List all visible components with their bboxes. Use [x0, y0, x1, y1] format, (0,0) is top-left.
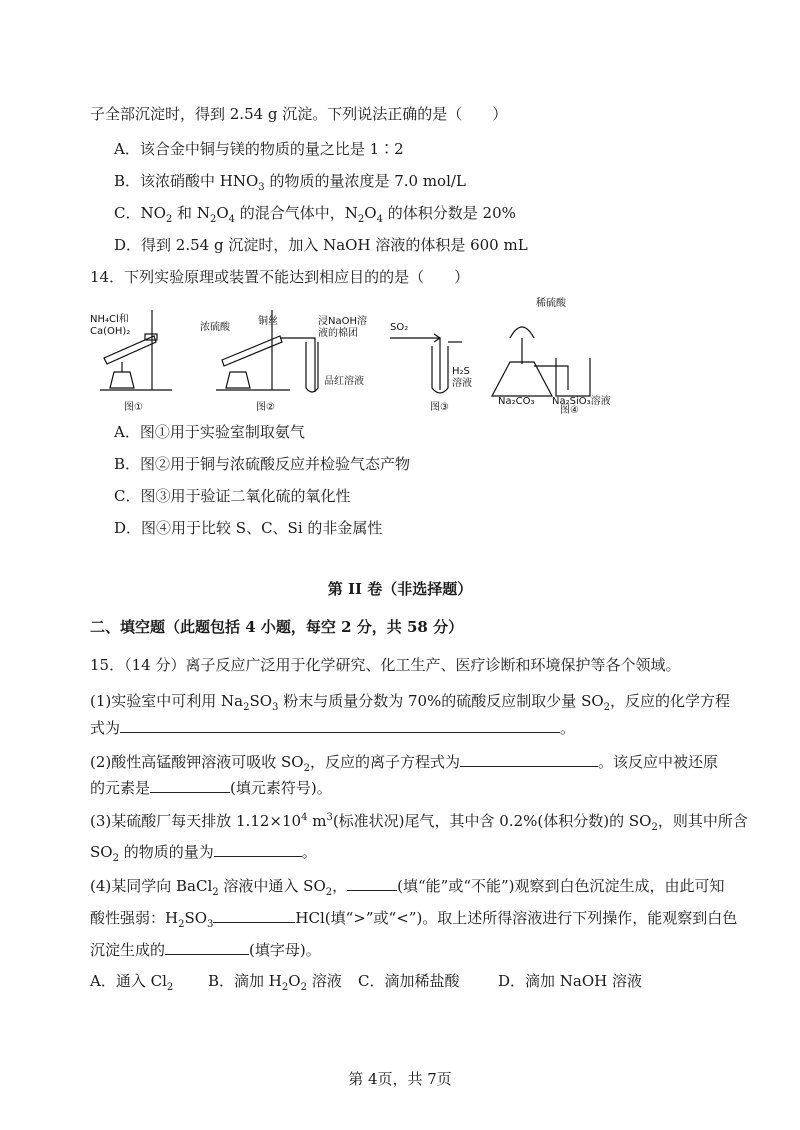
fig4-caption: 图④	[560, 405, 579, 414]
fig3-caption: 图③	[430, 402, 449, 413]
fig2-lamp	[226, 372, 250, 388]
q13-option-b: B．该浓硝酸中 $HNO_3$ 的物质的量浓度是 7.0 mol/L	[114, 172, 466, 193]
q15-part3-line1: (3)某硫酸厂每天排放 $1.12\times 10^4$ $m^3$(标准状况)尾气，其中含 0.2%(体积分数)的 $SO_2$，则其中所含	[90, 812, 748, 833]
answer-blank-can-cannot[interactable]	[347, 874, 397, 891]
q15-intro: 15．（14 分）离子反应广泛用于化学研究、化工生产、医疗诊断和环境保护等各个领域。	[90, 656, 681, 674]
fig4-beaker	[556, 358, 590, 396]
fig2-solution-label: 品红溶液	[324, 376, 364, 387]
q13-option-a: A．该合金中铜与镁的物质的量之比是 1∶2	[114, 140, 404, 158]
choice-b: B．滴加 $H_2O_2$ 溶液	[208, 972, 342, 993]
fig2-delivery-tube	[280, 338, 315, 392]
fig2-cotton-line2: 液的棉团	[318, 328, 358, 339]
page-footer: 第 4页，共 7页	[348, 1070, 452, 1088]
part2-heading: 二、填空题（此题包括 4 小题，每空 2 分，共 58 分）	[90, 618, 464, 636]
fig2-caption: 图②	[256, 402, 275, 413]
q14-stem: 14．下列实验原理或装置不能达到相应目的的是（ ）	[90, 268, 470, 286]
q13-option-d: D．得到 2.54 g 沉淀时，加入 NaOH 溶液的体积是 600 mL	[114, 236, 528, 254]
choice-c: C．滴加稀盐酸	[358, 972, 460, 990]
q15-choices	[90, 970, 730, 992]
choice-d: D．滴加 NaOH 溶液	[498, 972, 643, 990]
q15-part2-line2: 的元素是 (填元素符号)。	[90, 776, 730, 799]
q15-part1-line1: (1)实验室中可利用 $Na_2SO_3$ 粉末与质量分数为 70%的硫酸反应制取少量 $SO_2$，反应的化学方程	[90, 692, 731, 713]
q14-option-a: A．图①用于实验室制取氨气	[114, 423, 305, 441]
q13-option-c: C．$NO_2$ 和 $N_2O_4$ 的混合气体中，$N_2O_4$ 的体积分数是 20%	[114, 204, 516, 225]
fig3-solution-line1: H₂S	[452, 366, 470, 377]
fig4-flask	[492, 362, 552, 396]
choice-a: A．通入 $Cl_2$	[90, 972, 174, 993]
q14-option-c: C．图③用于验证二氧化硫的氧化性	[114, 487, 351, 505]
apparatus-diagram	[90, 292, 630, 414]
answer-blank-element[interactable]	[150, 776, 230, 793]
q15-part2-line1: (2)酸性高锰酸钾溶液可吸收 $SO_2$，反应的离子方程式为 。该反应中被还原	[90, 750, 730, 773]
fig1-lamp	[110, 372, 134, 388]
q15-part4-line3: 沉淀生成的 (填字母)。	[90, 938, 730, 961]
answer-blank-compare[interactable]	[213, 906, 295, 923]
q14-apparatus-figure	[90, 292, 630, 414]
q14-option-b: B．图②用于铜与浓硫酸反应并检验气态产物	[114, 455, 411, 473]
fig4-solid-label: Na₂CO₃	[498, 396, 535, 407]
fig1-reagent-line1: NH₄Cl和	[90, 314, 129, 325]
fig4-acid-label: 稀硫酸	[536, 298, 566, 309]
answer-blank-equation[interactable]	[120, 716, 560, 733]
fig2-receiver-tube	[306, 342, 318, 392]
section-title: 第 II 卷（非选择题）	[327, 580, 473, 598]
q15-part1-line2: 式为 。	[90, 716, 730, 739]
fig1-caption: 图①	[124, 402, 143, 413]
answer-blank-amount[interactable]	[214, 840, 302, 857]
fig1-reagent-line2: Ca(OH)₂	[90, 326, 131, 337]
q15-part4-line1: (4)某同学向 BaCl$_2$ 溶液中通入 $SO_2$， (填“能”或“不能”)观察到白色沉淀生成，由此可知	[90, 874, 730, 897]
fig2-cotton-line1: 浸NaOH溶	[318, 316, 367, 327]
answer-blank-letters[interactable]	[165, 938, 249, 955]
fig4-solution-label: Na₂SiO₃溶液	[552, 396, 611, 407]
fig2-acid-label: 浓硫酸	[200, 322, 230, 333]
fig4-funnel-bowl	[510, 327, 534, 338]
fig4-delivery-tube	[534, 366, 568, 390]
fig3-gas-label: SO₂	[390, 322, 409, 333]
q13-stem-tail: 子全部沉淀时，得到 2.54 g 沉淀。下列说法正确的是（ ）	[90, 105, 508, 123]
q15-part3-line2: $SO_2$ 的物质的量为 。	[90, 840, 730, 863]
q14-option-d: D．图④用于比较 S、C、Si 的非金属性	[114, 519, 383, 537]
fig3-solution-line2: 溶液	[452, 378, 472, 389]
q15-part4-line2: 酸性强弱：$H_2SO_3$ HCl(填“>”或“<”)。取上述所得溶液进行下列操作，能观察到白色	[90, 906, 730, 929]
answer-blank-ion-equation[interactable]	[460, 750, 598, 767]
fig2-test-tube	[222, 336, 282, 366]
fig2-copper-label: 铜丝	[258, 316, 278, 327]
